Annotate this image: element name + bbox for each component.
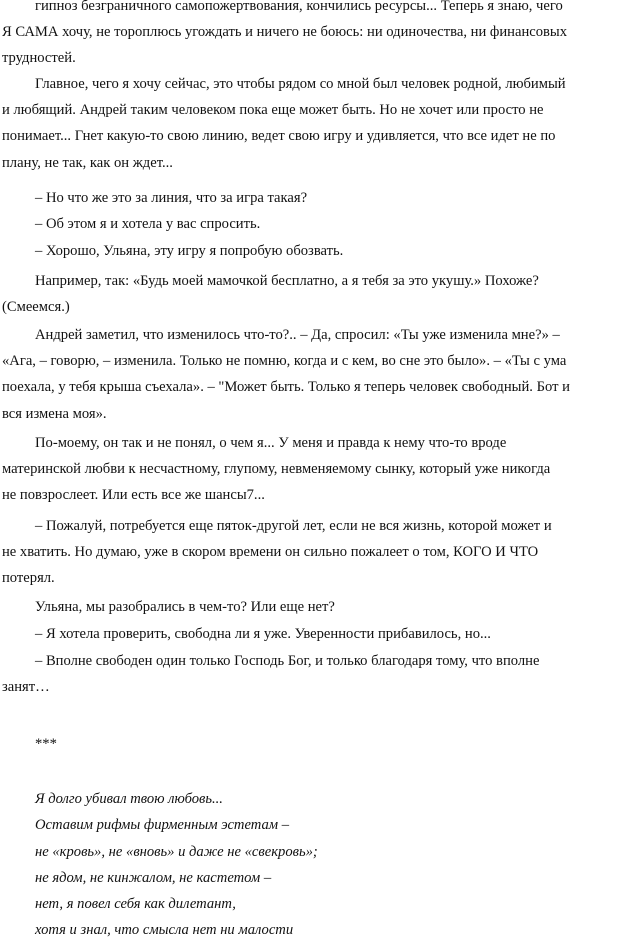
paragraph <box>0 185 620 211</box>
text-line: (Смеемся.) <box>2 299 70 316</box>
paragraph <box>0 71 620 176</box>
paragraph <box>0 211 620 237</box>
text-line: «Ага, – говорю, – изменила. Только не помню, когда и с кем, во сне это было». – «Ты с ума <box>2 353 567 370</box>
text-line: Ульяна, мы разобрались в чем-то? Или еще нет? <box>35 599 335 615</box>
paragraph <box>0 594 620 620</box>
poem-line: Я долго убивал твою любовь... <box>35 791 223 807</box>
text-line: не хватить. Но думаю, уже в скором времени он сильно пожалеет о том, КОГО И ЧТО <box>2 544 539 561</box>
text-line: – Об этом я и хотела у вас спросить. <box>35 216 261 232</box>
text-line: трудностей. <box>2 50 76 67</box>
poem-line: не ядом, не кинжалом, не кастетом – <box>35 869 272 886</box>
text-line: Андрей заметил, что изменилось что-то?.. – Да, спросил: «Ты уже изменила мне?» – <box>35 327 560 343</box>
paragraph <box>0 0 620 72</box>
paragraph <box>0 648 620 700</box>
paragraph <box>0 513 620 592</box>
text-line: Главное, чего я хочу сейчас, это чтобы рядом со мной был человек родной, любимый <box>35 76 566 92</box>
paragraph <box>0 430 620 509</box>
text-line: – Я хотела проверить, свободна ли я уже. Уверенности прибавилось, но... <box>35 626 491 642</box>
text-line: потерял. <box>2 570 55 587</box>
poem-line: Оставим рифмы фирменным эстетам – <box>35 817 290 834</box>
text-line: – Но что же это за линия, что за игра такая? <box>35 190 308 206</box>
section-separator: *** <box>35 736 57 752</box>
paragraph <box>0 621 620 647</box>
poem-line: нет, я повел себя как дилетант, <box>35 896 236 913</box>
text-line: – Хорошо, Ульяна, эту игру я попробую обозвать. <box>35 243 344 259</box>
text-line: плану, не так, как он ждет... <box>2 154 173 171</box>
poem-line: не «кровь», не «вновь» и даже не «свекровь»; <box>35 843 318 860</box>
text-line: материнской любви к несчастному, глупому, невменяемому сынку, который уже никогда <box>2 461 551 478</box>
text-line: – Пожалуй, потребуется еще пяток-другой лет, если не вся жизнь, которой может и <box>35 518 552 534</box>
poem <box>35 786 318 944</box>
text-line: занят… <box>2 679 50 696</box>
text-line: гипноз безграничного самопожертвования, кончились ресурсы... Теперь я знаю, чего <box>35 0 563 14</box>
paragraph <box>0 238 620 264</box>
text-line: вся измена моя». <box>2 405 107 422</box>
text-line: – Вполне свободен один только Господь Бог, и только благодаря тому, что вполне <box>35 653 540 669</box>
poem-line: хотя и знал, что смысла нет ни малости <box>35 922 294 939</box>
paragraph <box>0 322 620 427</box>
text-line: понимает... Гнет какую-то свою линию, ведет свою игру и удивляется, что все идет не по <box>2 128 556 145</box>
text-line: По-моему, он так и не понял, о чем я... У меня и правда к нему что-то вроде <box>35 435 507 451</box>
text-line: Я САМА хочу, не тороплюсь угождать и ничего не боюсь: ни одиночества, ни финансовых <box>2 24 568 41</box>
text-line: поехала, у тебя крыша съехала». – "Может быть. Только я теперь человек свободный. Бот и <box>2 379 570 396</box>
text-line: Например, так: «Будь моей мамочкой бесплатно, а я тебя за это укушу.» Похоже? <box>35 273 539 289</box>
paragraph <box>0 268 620 320</box>
text-line: не повзрослеет. Или есть все же шансы7... <box>2 487 265 504</box>
text-line: и любящий. Андрей таким человеком пока еще может быть. Но не хочет или просто не <box>2 102 544 119</box>
